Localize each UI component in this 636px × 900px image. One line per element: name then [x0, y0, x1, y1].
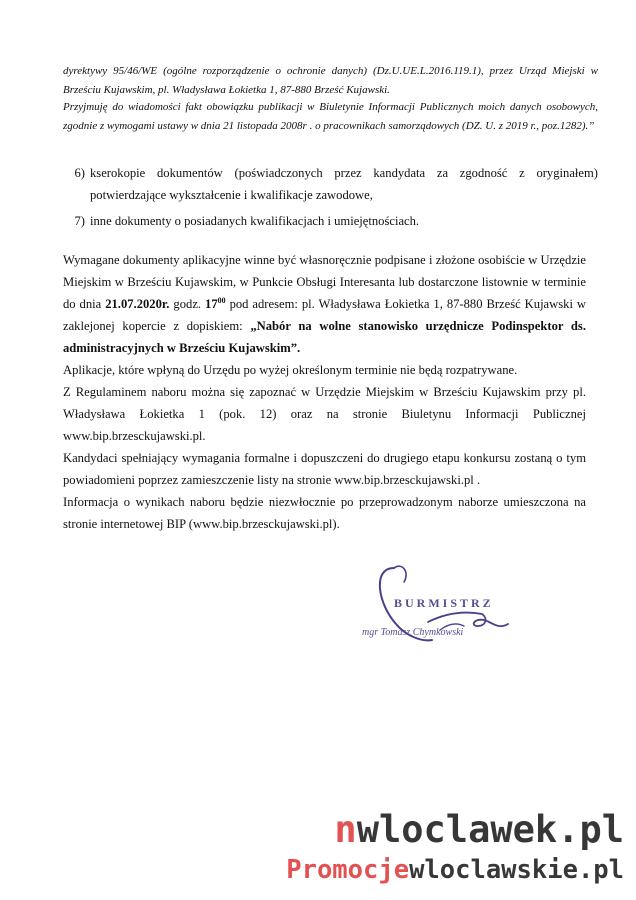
gdpr-clause-text: dyrektywy 95/46/WE (ogólne rozporządzenie o ochronie danych) (Dz.U.UE.L.2016.119.1), przez Urząd Miejski w Brześciu Kujawskim, pl. Władysława Łokietka 1, 87-880 Brześć Kujawski.	[63, 65, 598, 96]
late-applications-paragraph: Aplikacje, które wpłyną do Urzędu po wyżej określonym terminie nie będą rozpatrywane.	[63, 363, 518, 377]
stamp-name: mgr Tomasz Chymkowski	[362, 627, 464, 638]
notification-paragraph: Kandydaci spełniający wymagania formalne i dopuszczeni do drugiego etapu konkursu zostaną o tym powiadomieni poprzez zamieszczenie listy na stronie www.bip.brzesckujawski.pl .	[63, 451, 586, 487]
mayor-signature-stamp	[332, 560, 542, 652]
watermark-nwloclawek: nwloclawek.pl	[334, 808, 624, 851]
submission-paragraph: Wymagane dokumenty aplikacyjne winne być własnoręcznie podpisane i złożone osobiście w Urzędzie Miejskim w Brześciu Kujawskim, w Punkcie Obsługi Interesanta lub dostarczone listownie w terminie do dnia 21.07.2020r. godz. $17^{00}$ pod adresem: pl. Władysława Łokietka 1, 87-880 Brześć Kujawski w zaklejonej kopercie z dopiskiem: „Nabór na wolne stanowisko urzędnicze Podinspektor ds. administracyjnych w Brześciu Kujawskim”.	[63, 253, 586, 355]
list-item-number: 6)	[74, 166, 85, 180]
regulations-paragraph: Z Regulaminem naboru można się zapoznać w Urzędzie Miejskim w Brześciu Kujawskim przy pl. Władysława Łokietka 1 (pok. 12) oraz na stronie Biuletynu Informacji Publicznej www.bip.brzesckujawski.pl.	[63, 385, 586, 443]
application-instructions	[63, 249, 586, 535]
publication-consent-text	[63, 98, 598, 135]
publication-consent-paragraph: Przyjmuję do wiadomości fakt obowiązku publikacji w Biuletynie Informacji Publicznych moich danych osobowych, zgodnie z wymogami ustawy w dnia 21 listopada 2008r . o pracownikach samorządowych (DZ. U. z 2019 r., poz.1282).”	[63, 101, 598, 132]
list-item-text: kserokopie dokumentów (poświadczonych przez kandydata za zgodność z oryginałem) potwierdzające wykształcenie i kwalifikacje zawodowe,	[90, 166, 598, 202]
deadline-date: 21.07.2020r.	[105, 297, 170, 311]
stamp-title: BURMISTRZ	[394, 596, 494, 610]
list-item-number: 7)	[74, 214, 85, 228]
list-item-text: inne dokumenty o posiadanych kwalifikacjach i umiejętnościach.	[90, 214, 420, 228]
list-item	[63, 210, 598, 232]
required-documents-list	[63, 162, 598, 232]
envelope-annotation: „Nabór na wolne stanowisko urzędnicze Podinspektor ds. administracyjnych w Brześciu Kujawskim”.	[63, 319, 586, 355]
results-paragraph: Informacja o wynikach naboru będzie niezwłocznie po przeprowadzonym naborze umieszczona na stronie internetowej BIP (www.bip.brzesckujawski.pl).	[63, 495, 586, 531]
deadline-hour: $17^{00}$	[205, 296, 226, 311]
watermark-promocjewloclawskie: Promocjewloclawskie.pl	[286, 855, 624, 885]
list-item	[63, 162, 598, 206]
